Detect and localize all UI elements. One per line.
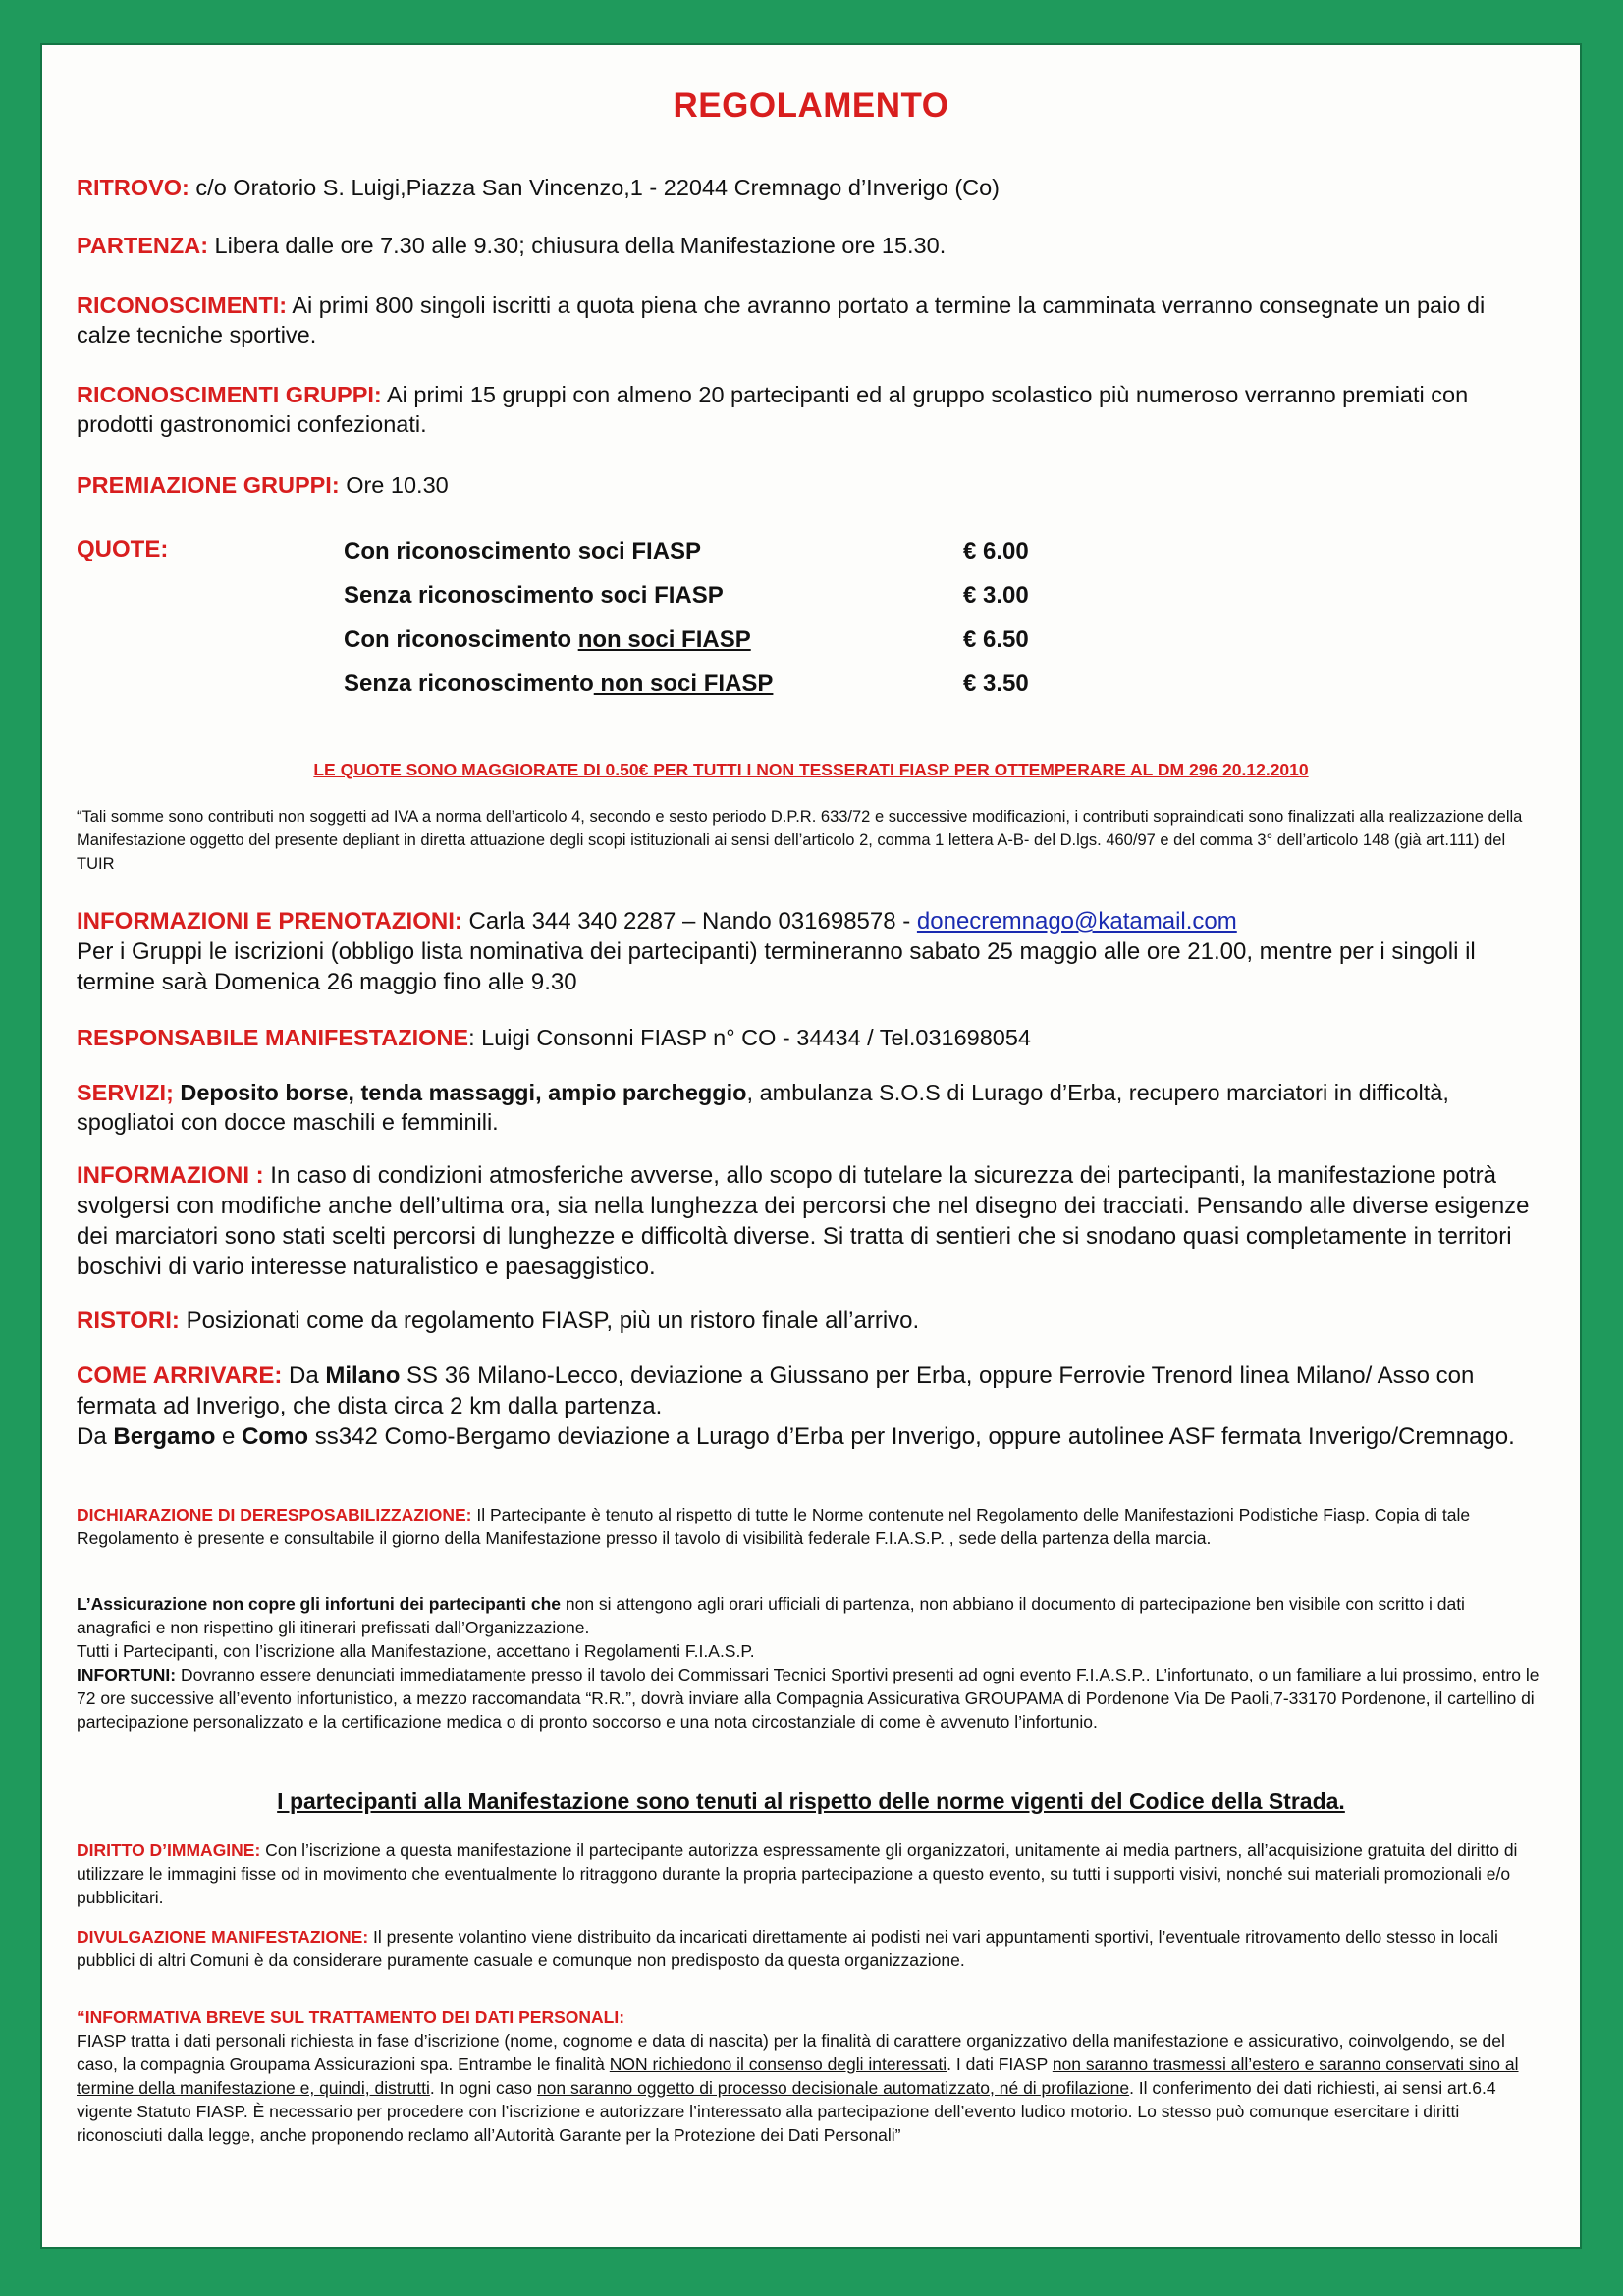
quote-row: Senza riconoscimento soci FIASP <box>344 582 724 609</box>
privacy-notice: “INFORMATIVA BREVE SUL TRATTAMENTO DEI DATI PERSONALI: FIASP tratta i dati personali richiesta in fase d’iscrizione (nome, cognome e data di nascita) per la finalità di carattere organizzativo della manifestazione e assicurativo, coinvolgendo, se del caso, la compagnia Groupama Assicurazioni spa. Entrambe le finalità NON richiedono il consenso degli interessati. I dati FIASP non saranno trasmessi all’estero e saranno conservati sino al termine della manifestazione e, quindi, distrutti. In ogni caso non saranno oggetto di processo decisionale automatizzato, né di profilazione. Il conferimento dei dati richiesti, ai sensi art.6.4 vigente Statuto FIASP. È necessario per procedere con l’iscrizione e autorizzare l’interessato alla partecipazione dell’evento ludico motorio. Lo stesso può comunque esercitare i diritti riconosciuti dalla legge, anche proponendo reclamo all’Autorità Garante per la Protezione dei Dati Personali” <box>77 2007 1519 2145</box>
partenza-text: Libera dalle ore 7.30 alle 9.30; chiusura della Manifestazione ore 15.30. <box>208 233 947 258</box>
riconoscimenti-gruppi-text: Ai primi 15 gruppi con almeno 20 partecipanti ed al gruppo scolastico più numeroso verranno premiati con prodotti gastronomici confezionati. <box>77 382 1469 437</box>
premiazione-text: Ore 10.30 <box>339 472 449 498</box>
ritrovo-text: c/o Oratorio S. Luigi,Piazza San Vincenzo,1 - 22044 Cremnago d’Inverigo (Co) <box>189 175 1001 200</box>
quote-price: € 3.50 <box>963 670 1029 697</box>
assicurazione: L’Assicurazione non copre gli infortuni dei partecipanti che non si attengono agli orari ufficiali di partenza, non abbiano il documento di partecipazione ben visibile con scritto i dati anagrafici e non rispettino gli itinerari prefissati dall’Organizzazione. Tutti i Partecipanti, con l’iscrizione alla Manifestazione, accettano i Regolamenti F.I.A.S.P. INFORTUNI: Dovranno essere denunciati immediatamente presso il tavolo dei Commissari Tecnici Sportivi presenti ad ogni evento F.I.A.S.P.. L’infortunato, o un familiare a lui prossimo, entro le 72 ore successive all’evento infortunistico, a mezzo raccomandata “R.R.”, dovrà inviare alla Compagnia Assicurativa GROUPAMA di Pordenone Via De Paoli,7-33170 Pordenone, il cartellino di partecipazione personalizzato e la certificazione medica o di pronto soccorso e una nota circostanziale di come è avvenuto l’infortunio. <box>77 1594 1540 1732</box>
informazioni-label: INFORMAZIONI : <box>77 1162 264 1189</box>
riconoscimenti-gruppi-label: RICONOSCIMENTI GRUPPI: <box>77 382 382 407</box>
surcharge-notice: LE QUOTE SONO MAGGIORATE DI 0.50€ PER TUTTI I NON TESSERATI FIASP PER OTTEMPERARE AL DM 296 20.12.2010 <box>313 760 1309 779</box>
riconoscimenti-label: RICONOSCIMENTI: <box>77 293 288 318</box>
quote-label: QUOTE: <box>77 536 169 562</box>
responsabile <box>77 1023 1542 1052</box>
ristori <box>77 1306 1542 1336</box>
email-link[interactable]: donecremnago@katamail.com <box>916 908 1237 934</box>
divulgazione: DIVULGAZIONE MANIFESTAZIONE: Il presente volantino viene distribuito da incaricati direttamente ai podisti nei vari appuntamenti sportivi, l’eventuale ritrovamento dello stesso in locali pubblici di altri Comuni è da considerare puramente casuale e comunque non predisposto da questa organizzazione. <box>77 1927 1498 1970</box>
premiazione-label: PREMIAZIONE GRUPPI: <box>77 472 340 498</box>
dichiarazione-label: DICHIARAZIONE DI DERESPOSABILIZZAZIONE: <box>77 1505 472 1524</box>
responsabile-label: RESPONSABILE MANIFESTAZIONE <box>77 1025 469 1050</box>
infortuni-label: INFORTUNI: <box>77 1665 177 1684</box>
iva-note: “Tali somme sono contributi non soggetti ad IVA a norma dell’articolo 4, secondo e sesto periodo D.P.R. 633/72 e successive modificazioni, i contributi sopraindicati sono finalizzati alla realizzazione della Manifestazione oggetto del presente depliant in diretta attuazione degli scopi istituzionali ai sensi dell’articolo 2, comma 1 lettera A-B- del D.lgs. 460/97 e del comma 3° dell’articolo 148 (già art.111) del TUIR <box>77 808 1523 873</box>
ristori-text: Posizionati come da regolamento FIASP, più un ristoro finale all’arrivo. <box>179 1308 920 1334</box>
page-title: REGOLAMENTO <box>673 86 949 125</box>
ritrovo <box>77 173 1542 202</box>
partenza-label: PARTENZA: <box>77 233 209 258</box>
divulgazione-label: DIVULGAZIONE MANIFESTAZIONE: <box>77 1927 369 1947</box>
quote-row: Senza riconoscimento non soci FIASP <box>344 670 774 697</box>
informazioni-prenotazioni <box>77 906 1542 997</box>
riconoscimenti <box>77 291 1542 349</box>
diritto-immagine: DIRITTO D’IMMAGINE: Con l’iscrizione a questa manifestazione il partecipante autorizza espressamente gli organizzatori, unitamente ai media partners, all’acquisizione gratuita del diritto di utilizzare le immagini fisse od in movimento che eventualmente lo ritraggono durante la propria partecipazione a questo evento, su tutti i supporti visivi, nonché sui materiali promozionali e/o pubblicitari. <box>77 1841 1518 1907</box>
ristori-label: RISTORI: <box>77 1308 180 1334</box>
informazioni-text: In caso di condizioni atmosferiche avverse, allo scopo di tutelare la sicurezza dei partecipanti, la manifestazione potrà svolgersi con modifiche anche dell’ultima ora, sia nella lunghezza dei percorsi che nel disegno dei tracciati. Pensando alle diverse esigenze dei marciatori sono stati scelti percorsi di lunghezze e difficoltà diverse. Si tratta di sentieri che si snodano quasi completamente in territori boschivi di vario interesse naturalistico e paesaggistico. <box>77 1162 1530 1280</box>
riconoscimenti-text: Ai primi 800 singoli iscritti a quota piena che avranno portato a termine la camminata verranno consegnate un paio di calze tecniche sportive. <box>77 293 1486 347</box>
servizi-text: , ambulanza S.O.S di Lurago d’Erba, recupero marciatori in difficoltà, spogliatoi con docce maschili e femminili. <box>77 1080 1449 1135</box>
assicurazione-bold: L’Assicurazione non copre gli infortuni dei partecipanti che <box>77 1594 561 1614</box>
responsabile-text: : Luigi Consonni FIASP n° CO - 34434 / Tel.031698054 <box>468 1025 1031 1050</box>
quote-price: € 3.00 <box>963 582 1029 609</box>
ritrovo-label: RITROVO: <box>77 175 189 200</box>
come-arrivare: COME ARRIVARE: Da Milano SS 36 Milano-Lecco, deviazione a Giussano per Erba, oppure Ferrovie Trenord linea Milano/ Asso con fermata ad Inverigo, che dista circa 2 km dalla partenza. Da Bergamo e Como ss342 Como-Bergamo deviazione a Lurago d’Erba per Inverigo, oppure autolinee ASF fermata Inverigo/Cremnago. <box>77 1362 1515 1450</box>
iscrizioni-deadline: Per i Gruppi le iscrizioni (obbligo lista nominativa dei partecipanti) termineranno sabato 25 maggio alle ore 21.00, mentre per i singoli il termine sarà Domenica 26 maggio fino alle 9.30 <box>77 938 1476 995</box>
quote-row: Con riconoscimento soci FIASP <box>344 538 702 564</box>
premiazione-gruppi <box>77 470 1542 500</box>
privacy-label: “INFORMATIVA BREVE SUL TRATTAMENTO DEI DATI PERSONALI: <box>77 2007 625 2027</box>
dichiarazione <box>77 1503 1542 1550</box>
quote-price: € 6.50 <box>963 626 1029 653</box>
servizi-label: SERVIZI; <box>77 1080 174 1105</box>
servizi <box>77 1078 1542 1137</box>
diritto-label: DIRITTO D’IMMAGINE: <box>77 1841 261 1860</box>
riconoscimenti-gruppi <box>77 380 1542 439</box>
dichiarazione-text: Il Partecipante è tenuto al rispetto di tutte le Norme contenute nel Regolamento delle Manifestazioni Podistiche Fiasp. Copia di tale Regolamento è presente e consultabile il giorno della Manifestazione presso il tavolo di visibilità federale F.I.A.S.P. , sede della partenza della marcia. <box>77 1505 1471 1548</box>
servizi-bold: Deposito borse, tenda massaggi, ampio parcheggio <box>173 1080 747 1105</box>
document-page <box>42 45 1580 2247</box>
informazioni <box>77 1160 1542 1282</box>
quote-price: € 6.00 <box>963 538 1029 564</box>
partenza <box>77 231 1542 260</box>
contacts-text: Carla 344 340 2287 – Nando 031698578 - <box>461 908 917 934</box>
come-arrivare-label: COME ARRIVARE: <box>77 1362 283 1389</box>
informazioni-prenotazioni-label: INFORMAZIONI E PRENOTAZIONI: <box>77 908 462 934</box>
codice-strada-notice: I partecipanti alla Manifestazione sono tenuti al rispetto delle norme vigenti del Codice della Strada. <box>277 1789 1345 1814</box>
quote-row: Con riconoscimento non soci FIASP <box>344 626 751 653</box>
